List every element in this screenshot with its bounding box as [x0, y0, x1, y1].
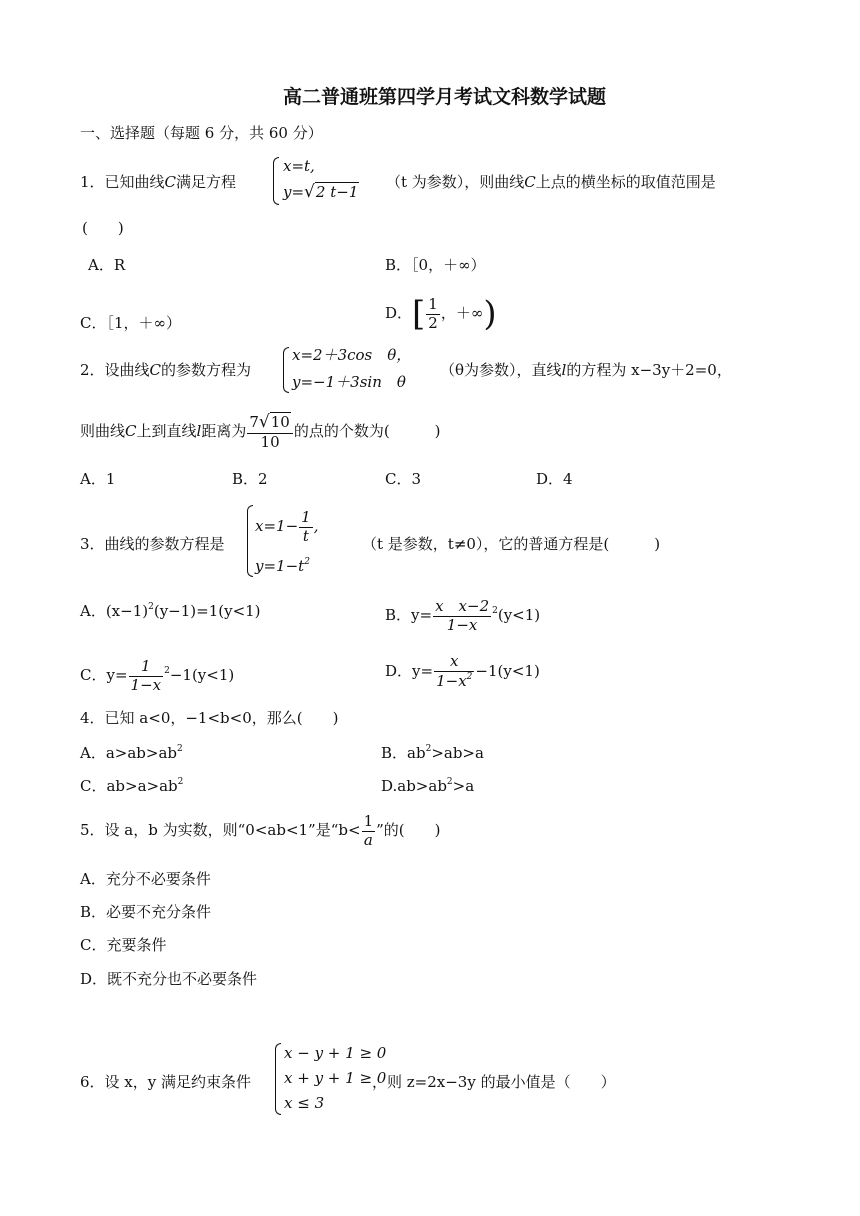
q1-option-a: A．R [88, 256, 126, 274]
q3-sys1-fraction [299, 507, 313, 545]
q3-option-c-fraction [129, 656, 164, 694]
q3-option-b-tail: (y<1) [497, 606, 541, 624]
q1-sys2-lhs: y= [283, 183, 305, 201]
q1-sys2-radicand: 2 t−1 [315, 183, 359, 201]
q2-line2-b: 上到直线 [136, 422, 197, 440]
fraction-numerator: 1 [428, 294, 438, 313]
q2-line-l-2: l [196, 422, 202, 440]
q2-param-text: （θ为参数），直线 [440, 361, 562, 379]
q4-stem: 4．已知 a<0，−1<b<0，那么( ) [80, 709, 339, 727]
q2-line2-a: 则曲线 [80, 422, 126, 440]
q1-system-line1: x=t, [283, 157, 315, 175]
q5-option-b: B．必要不充分条件 [80, 903, 212, 921]
q5-stem [80, 810, 441, 850]
q2-system-line2: y=−1＋3sin θ [292, 373, 406, 391]
radical-sign: √ [258, 411, 270, 432]
q1-curve-c: C [164, 173, 177, 191]
q3-option-c [80, 650, 234, 696]
q2-option-c: C．3 [385, 470, 422, 488]
q1-option-d-label: D． [385, 304, 413, 322]
fraction-denominator: 2 [428, 313, 438, 332]
q2-line-l: l [561, 361, 567, 379]
exponent: 2 [164, 666, 170, 676]
q2-line-eq: 的方程为 x−3y＋2=0， [566, 361, 732, 379]
q3-option-d [385, 650, 540, 692]
exponent: 2 [148, 602, 154, 612]
q4-option-a-text: A．a>ab>ab [80, 744, 178, 762]
fraction-numerator: 1 [129, 659, 164, 677]
q3-option-c-lhs: C．y= [80, 666, 128, 684]
q1-system-brace [273, 157, 279, 205]
q6-constraint-3: x ≤ 3 [284, 1094, 325, 1112]
numerator-coefficient: 7 [249, 412, 259, 431]
q2-system-brace [283, 347, 289, 393]
fraction-numerator: x [434, 654, 474, 672]
fraction-numerator: 1 [301, 507, 311, 526]
q1-option-d-fraction [426, 294, 440, 332]
q6-constraint-2: x + y + 1 ≥ 0 [284, 1069, 387, 1087]
q3-option-a-text: A．(x−1) [80, 602, 149, 620]
q3-option-a [80, 603, 261, 619]
denominator-text: 1−x [436, 672, 467, 690]
fraction-denominator: a [363, 830, 373, 849]
bracket-left: [ [412, 294, 426, 334]
q4-option-a [80, 745, 183, 761]
q1-stem-a: 1．已知曲线 [80, 173, 165, 191]
q4-option-b [381, 745, 484, 761]
q2-system-line1: x=2＋3cos θ， [292, 346, 412, 364]
q1-stem-c: 上点的横坐标的取值范围是 [535, 173, 716, 191]
q3-system-brace [247, 505, 253, 577]
q1-system-line2 [283, 184, 359, 201]
q3-system-line1 [255, 506, 318, 546]
exponent: 2 [492, 606, 498, 616]
numerator-radicand: 10 [270, 412, 290, 431]
fraction-denominator: t [302, 526, 309, 545]
q3-option-b [385, 590, 540, 636]
q2-line2-c: 距离为 [201, 422, 247, 440]
exponent: 2 [177, 744, 183, 754]
q2-stem [80, 363, 251, 378]
q4-option-d-text: D.ab>ab [381, 777, 447, 795]
q3-option-d-fraction [434, 654, 474, 690]
radical-sign: √ [304, 182, 315, 202]
q3-option-b-lhs: B．y= [385, 606, 433, 624]
fraction-denominator: 1−x [446, 615, 478, 634]
q6-system-brace [275, 1043, 281, 1115]
q2-line2-d: 的点的个数为( ) [293, 422, 441, 440]
q2-stem-b: 的参数方程为 [161, 361, 252, 379]
q3-option-d-tail: −1(y<1) [475, 662, 540, 680]
q4-option-c-text: C．ab>a>ab [80, 777, 178, 795]
q3-option-c-tail: −1(y<1) [169, 666, 235, 684]
fraction-denominator: 1−x [130, 675, 162, 694]
paren-right: ) [483, 294, 497, 334]
q1-stem [80, 175, 236, 190]
q3-sys1-comma: , [313, 517, 319, 535]
q5-stem-a: 5．设 a，b 为实数，则“0<ab<1”是“b< [80, 821, 361, 839]
q4-option-d [381, 778, 474, 794]
q4-option-b-tail: >ab>a [431, 744, 484, 762]
q6-tail: ，则 z=2x−3y 的最小值是（ ） [372, 1073, 616, 1091]
fraction-numerator [247, 411, 292, 434]
q2-option-d: D．4 [536, 470, 573, 488]
q3-stem: 3．曲线的参数方程是 [80, 535, 225, 553]
q2-distance-fraction [247, 411, 292, 451]
q1-option-c: C．［1，＋∞） [80, 314, 182, 332]
page-title: 高二普通班第四学月考试文科数学试题 [283, 86, 607, 108]
q1-option-d [385, 293, 497, 333]
exponent: 2 [177, 777, 184, 787]
q3-option-a-tail: (y−1)=1(y<1) [153, 602, 261, 620]
fraction-numerator: x x−2 [435, 596, 490, 615]
q3-param: （t 是参数，t≠0），它的普通方程是( ) [362, 535, 661, 553]
q3-option-b-fraction [433, 596, 491, 634]
q4-option-c [80, 778, 183, 794]
q2-curve-c-2: C [125, 422, 137, 440]
q1-curve-c-2: C [524, 173, 536, 191]
exponent: 2 [425, 744, 432, 754]
q5-option-c: C．充要条件 [80, 936, 167, 954]
exponent: 2 [466, 672, 473, 682]
q1-answer-paren: ( ) [82, 219, 124, 237]
q4-option-b-text: B．ab [381, 744, 426, 762]
exponent: 2 [304, 557, 310, 567]
q5-stem-b: ”的( ) [376, 821, 441, 839]
q5-option-a: A．充分不必要条件 [80, 870, 211, 888]
q6-stem: 6．设 x，y 满足约束条件 [80, 1073, 252, 1091]
q2-line2 [80, 408, 441, 454]
q1-option-d-tail: ，＋∞ [440, 304, 484, 322]
q1-option-b: B．［0，＋∞） [385, 256, 486, 274]
q2-stem-a: 2．设曲线 [80, 361, 150, 379]
q3-sys2-text: y=1−t [255, 557, 305, 575]
q2-curve-c: C [149, 361, 162, 379]
q2-option-b: B．2 [232, 470, 268, 488]
q1-param [386, 175, 716, 190]
q3-sys1-lhs: x=1− [255, 517, 299, 535]
q5-option-d: D．既不充分也不必要条件 [80, 970, 258, 988]
q4-option-d-tail: >a [452, 777, 475, 795]
fraction-numerator: 1 [363, 811, 374, 830]
q5-fraction [362, 811, 376, 849]
q6-constraint-1: x − y + 1 ≥ 0 [284, 1044, 387, 1062]
q2-param [440, 363, 732, 378]
exponent: 2 [446, 777, 453, 787]
q1-stem-b: 满足方程 [176, 173, 237, 191]
q1-param-text: （t 为参数），则曲线 [386, 173, 525, 191]
fraction-denominator: 10 [260, 432, 280, 451]
q2-option-a: A．1 [80, 470, 116, 488]
fraction-denominator [434, 672, 474, 690]
q3-system-line2 [255, 558, 310, 574]
q3-option-d-lhs: D．y= [385, 662, 434, 680]
section-heading: 一、选择题（每题 6 分，共 60 分） [80, 124, 323, 142]
